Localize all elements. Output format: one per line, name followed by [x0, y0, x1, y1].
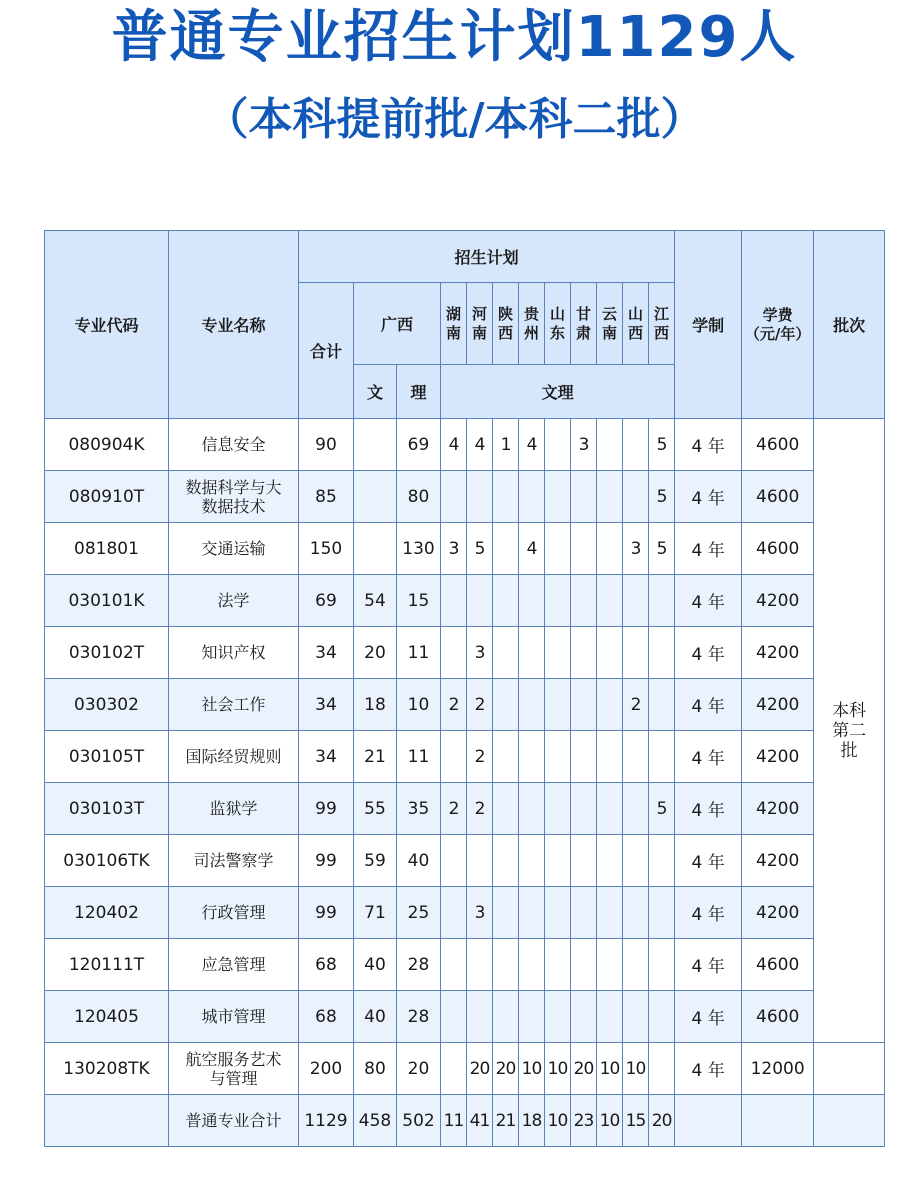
province-label: 甘肃 — [575, 304, 591, 342]
cell-province-count — [571, 731, 597, 783]
cell-name: 航空服务艺术与管理 — [169, 1043, 299, 1095]
batch-cell: 本科第二批 — [814, 419, 885, 1043]
cell-total: 150 — [299, 523, 354, 575]
cell-province-count — [545, 419, 571, 471]
cell-province-count: 4 — [519, 523, 545, 575]
cell-province-count — [623, 887, 649, 939]
cell-duration: 4 年 — [675, 887, 742, 939]
cell-name: 城市管理 — [169, 991, 299, 1043]
cell-total: 1129 — [299, 1095, 354, 1147]
cell-fee — [742, 1095, 814, 1147]
cell-province-count — [649, 575, 675, 627]
cell-province-count: 4 — [441, 419, 467, 471]
table-row — [45, 523, 885, 575]
cell-duration — [675, 1095, 742, 1147]
cell-name: 交通运输 — [169, 523, 299, 575]
cell-name: 普通专业合计 — [169, 1095, 299, 1147]
cell-fee: 4600 — [742, 419, 814, 471]
province-label: 山东 — [549, 304, 565, 342]
cell-province-count — [571, 887, 597, 939]
table-row — [45, 835, 885, 887]
cell-code: 030103T — [45, 783, 169, 835]
col-header-province — [571, 283, 597, 365]
cell-province-count — [623, 419, 649, 471]
cell-province-count: 10 — [545, 1043, 571, 1095]
cell-province-count: 20 — [467, 1043, 493, 1095]
cell-li: 20 — [397, 1043, 441, 1095]
cell-total: 85 — [299, 471, 354, 523]
cell-province-count — [597, 731, 623, 783]
cell-duration: 4 年 — [675, 939, 742, 991]
cell-province-count — [441, 1043, 467, 1095]
cell-province-count: 3 — [571, 419, 597, 471]
cell-province-count: 10 — [623, 1043, 649, 1095]
enrollment-plan-table — [44, 230, 885, 1147]
cell-fee: 4200 — [742, 575, 814, 627]
cell-province-count — [467, 471, 493, 523]
cell-province-count: 5 — [649, 523, 675, 575]
cell-province-count: 3 — [623, 523, 649, 575]
cell-province-count — [519, 991, 545, 1043]
cell-code: 081801 — [45, 523, 169, 575]
cell-province-count — [545, 783, 571, 835]
cell-province-count — [545, 887, 571, 939]
cell-fee: 4200 — [742, 731, 814, 783]
cell-province-count: 1 — [493, 419, 519, 471]
cell-wen: 458 — [354, 1095, 397, 1147]
cell-total: 69 — [299, 575, 354, 627]
cell-province-count — [571, 991, 597, 1043]
cell-province-count — [441, 887, 467, 939]
cell-province-count — [597, 939, 623, 991]
col-header-batch: 批次 — [814, 231, 885, 419]
cell-province-count — [519, 679, 545, 731]
cell-code: 120111T — [45, 939, 169, 991]
cell-province-count: 5 — [467, 523, 493, 575]
page-title: 普通专业招生计划1129人 — [111, 5, 798, 70]
cell-province-count — [441, 731, 467, 783]
cell-fee: 4200 — [742, 783, 814, 835]
cell-wen: 71 — [354, 887, 397, 939]
cell-total: 99 — [299, 887, 354, 939]
cell-wen: 40 — [354, 991, 397, 1043]
cell-duration: 4 年 — [675, 575, 742, 627]
cell-province-count — [649, 731, 675, 783]
cell-province-count — [545, 679, 571, 731]
col-header-province — [545, 283, 571, 365]
cell-province-count: 2 — [623, 679, 649, 731]
col-header-li: 理 — [397, 365, 441, 419]
col-header-province — [519, 283, 545, 365]
cell-code: 120402 — [45, 887, 169, 939]
cell-province-count — [649, 835, 675, 887]
cell-fee: 4600 — [742, 939, 814, 991]
cell-code: 030102T — [45, 627, 169, 679]
cell-province-count — [597, 991, 623, 1043]
table-row — [45, 939, 885, 991]
table-row — [45, 471, 885, 523]
table-row — [45, 991, 885, 1043]
cell-province-count — [571, 627, 597, 679]
cell-name: 数据科学与大数据技术 — [169, 471, 299, 523]
cell-province-count — [623, 575, 649, 627]
cell-wen — [354, 471, 397, 523]
col-header-fee-text: 学费 （元/年） — [744, 305, 811, 343]
col-header-province — [649, 283, 675, 365]
cell-province-count — [493, 731, 519, 783]
cell-li: 40 — [397, 835, 441, 887]
cell-province-count — [545, 575, 571, 627]
cell-province-count — [493, 939, 519, 991]
cell-name: 知识产权 — [169, 627, 299, 679]
cell-province-count — [649, 991, 675, 1043]
cell-province-count — [545, 731, 571, 783]
province-label: 湖南 — [445, 304, 461, 342]
col-header-province — [597, 283, 623, 365]
cell-province-count: 2 — [467, 679, 493, 731]
cell-li: 10 — [397, 679, 441, 731]
cell-total: 34 — [299, 627, 354, 679]
cell-code: 030302 — [45, 679, 169, 731]
cell-province-count: 5 — [649, 419, 675, 471]
col-header-province — [623, 283, 649, 365]
cell-duration: 4 年 — [675, 991, 742, 1043]
cell-province-count — [493, 471, 519, 523]
cell-province-count — [545, 939, 571, 991]
col-header-plan: 招生计划 — [299, 231, 675, 283]
cell-province-count: 2 — [467, 783, 493, 835]
table-row — [45, 419, 885, 471]
summary-row — [45, 1095, 885, 1147]
cell-li: 80 — [397, 471, 441, 523]
cell-province-count — [571, 471, 597, 523]
cell-province-count — [597, 887, 623, 939]
cell-batch-empty — [814, 1095, 885, 1147]
col-header-province — [467, 283, 493, 365]
cell-province-count — [649, 679, 675, 731]
cell-province-count — [519, 783, 545, 835]
table-header — [45, 231, 885, 419]
cell-duration: 4 年 — [675, 731, 742, 783]
cell-wen: 20 — [354, 627, 397, 679]
col-header-province — [441, 283, 467, 365]
cell-duration: 4 年 — [675, 419, 742, 471]
cell-province-count: 10 — [597, 1043, 623, 1095]
cell-total: 34 — [299, 679, 354, 731]
cell-province-count — [623, 471, 649, 523]
province-label: 贵州 — [523, 304, 539, 342]
cell-province-count — [519, 627, 545, 679]
province-label: 陕西 — [497, 304, 513, 342]
cell-li: 502 — [397, 1095, 441, 1147]
cell-province-count: 20 — [649, 1095, 675, 1147]
cell-province-count — [571, 679, 597, 731]
cell-wen — [354, 523, 397, 575]
cell-province-count: 5 — [649, 783, 675, 835]
cell-li: 28 — [397, 939, 441, 991]
cell-code — [45, 1095, 169, 1147]
cell-duration: 4 年 — [675, 627, 742, 679]
cell-li: 15 — [397, 575, 441, 627]
cell-province-count — [493, 627, 519, 679]
cell-province-count: 2 — [467, 731, 493, 783]
cell-code: 080904K — [45, 419, 169, 471]
cell-total: 90 — [299, 419, 354, 471]
cell-province-count — [519, 575, 545, 627]
col-header-fee — [742, 231, 814, 419]
table-body — [45, 419, 885, 1147]
cell-province-count: 41 — [467, 1095, 493, 1147]
table-row — [45, 575, 885, 627]
cell-province-count — [623, 783, 649, 835]
cell-wen — [354, 419, 397, 471]
cell-name: 司法警察学 — [169, 835, 299, 887]
cell-province-count: 4 — [519, 419, 545, 471]
cell-province-count — [441, 627, 467, 679]
cell-fee: 4200 — [742, 835, 814, 887]
cell-li: 69 — [397, 419, 441, 471]
cell-province-count — [519, 835, 545, 887]
col-header-code: 专业代码 — [45, 231, 169, 419]
cell-duration: 4 年 — [675, 835, 742, 887]
cell-wen: 55 — [354, 783, 397, 835]
cell-province-count: 18 — [519, 1095, 545, 1147]
cell-province-count — [519, 471, 545, 523]
cell-province-count — [623, 627, 649, 679]
col-header-province — [493, 283, 519, 365]
cell-duration: 4 年 — [675, 523, 742, 575]
cell-total: 34 — [299, 731, 354, 783]
cell-code: 030101K — [45, 575, 169, 627]
cell-province-count — [597, 835, 623, 887]
cell-li: 130 — [397, 523, 441, 575]
cell-fee: 12000 — [742, 1043, 814, 1095]
table-row — [45, 679, 885, 731]
cell-province-count: 10 — [519, 1043, 545, 1095]
cell-duration: 4 年 — [675, 1043, 742, 1095]
cell-province-count — [571, 939, 597, 991]
cell-province-count: 20 — [571, 1043, 597, 1095]
cell-duration: 4 年 — [675, 679, 742, 731]
cell-fee: 4600 — [742, 471, 814, 523]
cell-li: 35 — [397, 783, 441, 835]
cell-province-count — [623, 835, 649, 887]
cell-province-count — [493, 887, 519, 939]
cell-name: 应急管理 — [169, 939, 299, 991]
cell-total: 68 — [299, 939, 354, 991]
cell-li: 28 — [397, 991, 441, 1043]
cell-province-count — [571, 835, 597, 887]
cell-code: 080910T — [45, 471, 169, 523]
cell-total: 200 — [299, 1043, 354, 1095]
col-header-name: 专业名称 — [169, 231, 299, 419]
cell-li: 11 — [397, 627, 441, 679]
cell-province-count — [545, 627, 571, 679]
cell-province-count — [571, 523, 597, 575]
cell-li: 11 — [397, 731, 441, 783]
cell-province-count — [441, 991, 467, 1043]
cell-province-count — [467, 991, 493, 1043]
cell-province-count — [545, 471, 571, 523]
cell-code: 120405 — [45, 991, 169, 1043]
cell-name: 行政管理 — [169, 887, 299, 939]
cell-province-count — [597, 419, 623, 471]
cell-province-count — [623, 939, 649, 991]
cell-province-count: 10 — [597, 1095, 623, 1147]
cell-province-count — [493, 783, 519, 835]
cell-fee: 4600 — [742, 523, 814, 575]
cell-province-count — [467, 835, 493, 887]
cell-province-count: 2 — [441, 679, 467, 731]
cell-wen: 40 — [354, 939, 397, 991]
cell-duration: 4 年 — [675, 783, 742, 835]
col-header-duration: 学制 — [675, 231, 742, 419]
cell-province-count — [597, 523, 623, 575]
cell-province-count — [545, 991, 571, 1043]
col-header-wen: 文 — [354, 365, 397, 419]
cell-wen: 80 — [354, 1043, 397, 1095]
cell-code: 030105T — [45, 731, 169, 783]
cell-name: 国际经贸规则 — [169, 731, 299, 783]
cell-li: 25 — [397, 887, 441, 939]
cell-fee: 4200 — [742, 679, 814, 731]
cell-province-count — [493, 835, 519, 887]
cell-province-count: 3 — [467, 887, 493, 939]
cell-province-count — [597, 471, 623, 523]
cell-province-count — [467, 575, 493, 627]
page-subtitle: （本科提前批/本科二批） — [204, 94, 705, 145]
table-row — [45, 783, 885, 835]
cell-province-count — [519, 887, 545, 939]
cell-province-count: 11 — [441, 1095, 467, 1147]
cell-province-count — [441, 471, 467, 523]
cell-province-count — [623, 991, 649, 1043]
cell-province-count — [597, 679, 623, 731]
cell-province-count — [545, 835, 571, 887]
cell-fee: 4200 — [742, 627, 814, 679]
cell-name: 法学 — [169, 575, 299, 627]
cell-province-count: 3 — [441, 523, 467, 575]
cell-code: 130208TK — [45, 1043, 169, 1095]
cell-province-count — [441, 575, 467, 627]
cell-code: 030106TK — [45, 835, 169, 887]
cell-batch-empty — [814, 1043, 885, 1095]
table-row — [45, 1043, 885, 1095]
cell-province-count — [467, 939, 493, 991]
cell-province-count — [441, 835, 467, 887]
cell-wen: 21 — [354, 731, 397, 783]
cell-total: 99 — [299, 783, 354, 835]
cell-province-count — [597, 783, 623, 835]
cell-province-count: 5 — [649, 471, 675, 523]
cell-province-count: 20 — [493, 1043, 519, 1095]
cell-fee: 4200 — [742, 887, 814, 939]
cell-duration: 4 年 — [675, 471, 742, 523]
cell-total: 68 — [299, 991, 354, 1043]
cell-province-count — [519, 939, 545, 991]
cell-province-count — [571, 575, 597, 627]
cell-province-count: 4 — [467, 419, 493, 471]
cell-province-count — [441, 939, 467, 991]
cell-name: 信息安全 — [169, 419, 299, 471]
cell-province-count — [649, 627, 675, 679]
cell-province-count — [649, 1043, 675, 1095]
cell-province-count — [649, 887, 675, 939]
cell-province-count — [649, 939, 675, 991]
province-label: 山西 — [627, 304, 643, 342]
cell-province-count: 15 — [623, 1095, 649, 1147]
cell-province-count — [493, 679, 519, 731]
cell-name: 监狱学 — [169, 783, 299, 835]
col-header-wenli: 文理 — [441, 365, 675, 419]
cell-wen: 18 — [354, 679, 397, 731]
province-label: 河南 — [471, 304, 487, 342]
cell-province-count — [623, 731, 649, 783]
col-header-total: 合计 — [299, 283, 354, 419]
cell-province-count: 2 — [441, 783, 467, 835]
cell-fee: 4600 — [742, 991, 814, 1043]
cell-name: 社会工作 — [169, 679, 299, 731]
cell-wen: 54 — [354, 575, 397, 627]
cell-total: 99 — [299, 835, 354, 887]
table-row — [45, 627, 885, 679]
cell-province-count — [493, 523, 519, 575]
table-row — [45, 887, 885, 939]
cell-province-count: 21 — [493, 1095, 519, 1147]
cell-province-count — [571, 783, 597, 835]
cell-province-count: 10 — [545, 1095, 571, 1147]
cell-province-count — [519, 731, 545, 783]
province-label: 江西 — [654, 304, 670, 342]
table-row — [45, 731, 885, 783]
cell-province-count: 3 — [467, 627, 493, 679]
cell-province-count — [545, 523, 571, 575]
col-header-guangxi: 广西 — [354, 283, 441, 365]
cell-province-count — [493, 991, 519, 1043]
cell-province-count — [597, 627, 623, 679]
cell-province-count — [493, 575, 519, 627]
cell-wen: 59 — [354, 835, 397, 887]
cell-province-count — [597, 575, 623, 627]
province-label: 云南 — [601, 304, 617, 342]
cell-province-count: 23 — [571, 1095, 597, 1147]
